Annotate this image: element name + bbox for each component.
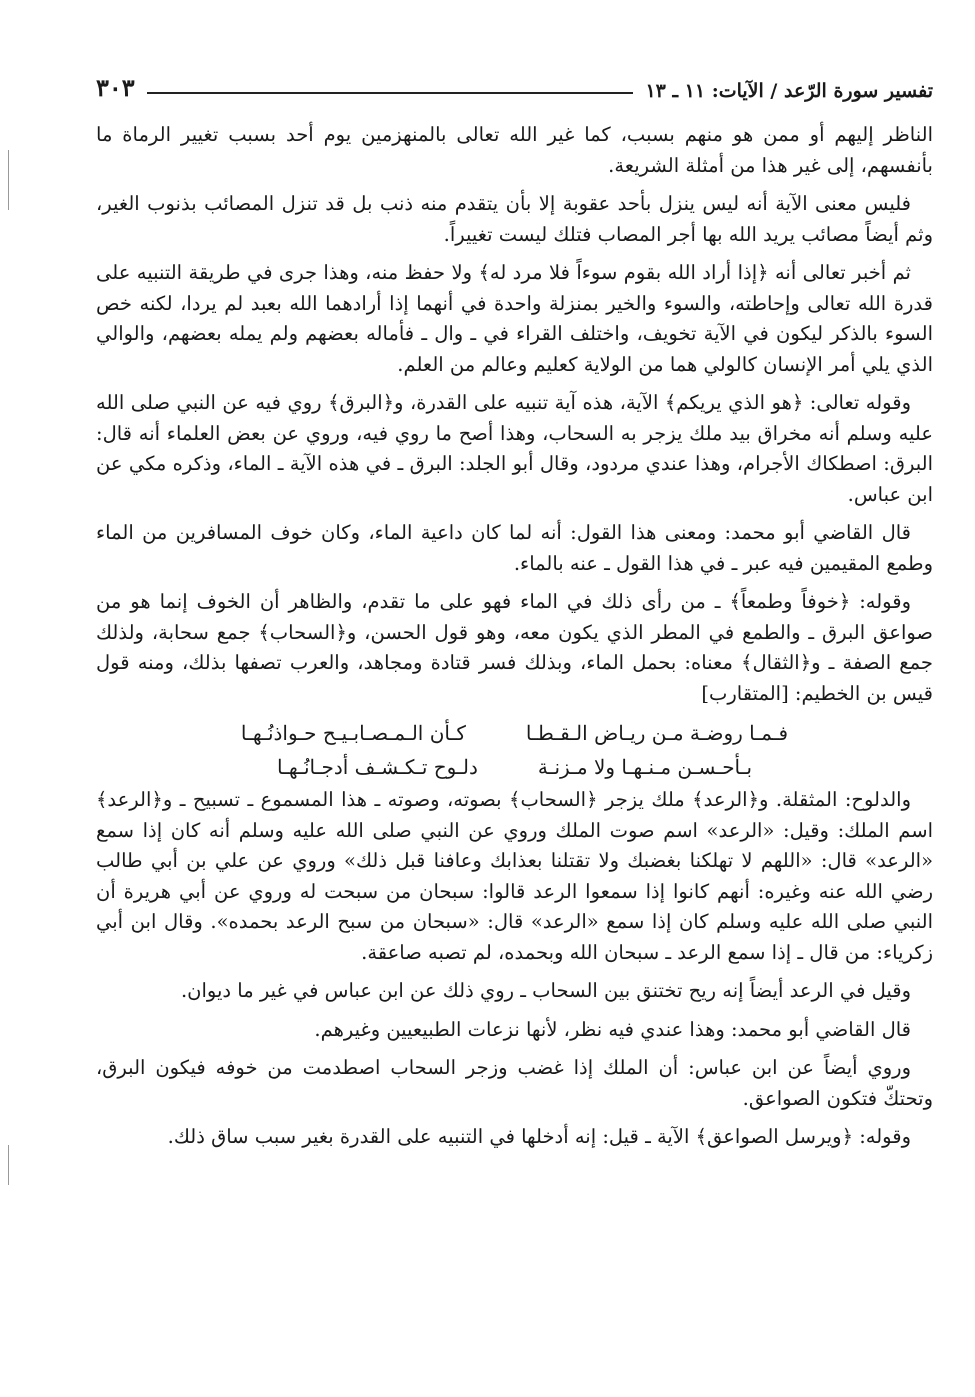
paragraph: وقوله: ﴿خوفاً وطمعاً﴾ ـ من رأى ذلك في الماء فهو على ما تقدم، والظاهر أن الخوف إنما هو من صواعق البرق ـ والطمع في المطر الذي يكون معه، وهو قول الحسن، و﴿السحاب﴾ جمع سحابة، ولذلك جمع الصفة ـ و﴿الثقال﴾ معناه: بحمل الماء، وبذلك فسر قتادة ومجاهد، والعرب تصفها بذلك، ومنه قول قيس بن الخطيم: [المتقارب] [96,590,933,705]
margin-mark-top [8,150,9,210]
paragraph: والدلوح: المثقلة. و﴿الرعد﴾ ملك يزجر ﴿السحاب﴾ بصوته، وصوته ـ هذا المسموع ـ تسبيح ـ و﴿الرعد﴾ اسم الملك: وقيل: «الرعد» اسم صوت الملك وروي عن النبي صلى الله عليه وسلم أنه كان إذا سمع «الرعد» قال: «اللهم لا تهلكنا بغضبك ولا تقتلنا بعذابك وعافنا قبل ذلك» وروي عن علي بن أبي طالب رضي الله عنه وغيره: أنهم كانوا إذا سمعوا الرعد قالوا: سبحان من سبحت له وروي عن أبي هريرة أن النبي صلى الله عليه وسلم كان إذا سمع «الرعد» قال: «سبحان من سبح الرعد بحمده». وقال ابن أبي زكرياء: من قال ـ إذا سمع الرعد ـ سبحان الله وبحمده، لم تصبه صاعقة. [96,788,933,964]
paragraph: الناظر إليهم أو ممن هو منهم بسبب، كما غير الله تعالى بالمنهزمين يوم أحد بسبب تغيير الرماة ما بأنفسهم، إلى غير هذا من أمثلة الشريعة. [96,123,933,177]
poetry-verse [96,717,933,749]
paragraph: وقوله تعالى: ﴿هو الذي يريكم﴾ الآية، هذه آية تنبيه على القدرة، و﴿البرق﴾ روي فيه عن النبي صلى الله عليه وسلم أنه مخراق بيد ملك يزجر به السحاب، وهذا أصح ما روي فيه، وروي عن بعض العلماء أنه قال: البرق: اصطكاك الأجرام، وهذا عندي مردود، وقال أبو الجلد: البرق ـ في هذه الآية ـ الماء، وذكره مكي عن ابن عباس. [96,391,933,506]
header-rule [147,92,634,94]
paragraph: وقيل في الرعد أيضاً إنه ريح تختنق بين السحاب ـ روي ذلك عن ابن عباس في غير ما ديوان. [180,979,911,1002]
page [96,70,933,1161]
paragraph: فليس معنى الآية أنه ليس ينزل بأحد عقوبة إلا بأن يتقدم منه ذنب بل قد تنزل المصائب بذنوب الغير، وثم أيضاً مصائب يريد الله بها أجر المصاب فتلك ليست تغييراً. [96,192,933,246]
poetry-verse [96,751,933,783]
page-number: ٣٠٣ [96,73,135,102]
paragraph: ثم أخبر تعالى أنه ﴿إذا أراد الله بقوم سوءاً فلا مرد له﴾ ولا حفظ منه، وهذا جرى في طريقة التنبيه على قدرة الله تعالى وإحاطته، والسوء والخير بمنزلة واحدة في أنهما إذا أرادهما الله بعبد لم يردا، لكنه خص السوء بالذكر ليكون في الآية تخويف، واختلف القراء في ـ وال ـ فأماله بعضهم ولم يمله بعضهم، والوالي الذي يلي أمر الإنسان كالولي هما من الولاية كعليم وعالم من العلم. [96,261,933,376]
paragraph: وقوله: ﴿ويرسل الصواعق﴾ الآية ـ قيل: إنه أدخلها في التنبيه على القدرة بغير سبب ساق ذلك. [167,1125,911,1148]
verse-first-hemistich: بـأحـسـن مـنـهـا ولا مـزنـة [537,755,753,779]
verse-second-hemistich: كـأن الـمـصـابـيـح حـواذنُـهـا [240,721,466,745]
paragraph: قال القاضي أبو محمد: ومعنى هذا القول: أنه لما كان داعية الماء، وكان خوف المسافرين من الماء وطمع المقيمين فيه عبر ـ في هذا القول ـ عنه بالماء. [96,521,933,575]
margin-mark-bottom [8,1145,9,1185]
paragraph: وروي أيضاً عن ابن عباس: أن الملك إذا غضب وزجر السحاب اصطدمت من خوفه فيكون البرق، وتحتكّ فتكون الصواعق. [96,1056,933,1110]
verse-second-hemistich: دلـوح تـكـشـف أدجـانُـهـا [276,755,478,779]
running-title: تفسير سورة الرّعد / الآيات: ١١ ـ ١٣ [645,80,933,102]
verse-first-hemistich: فـمـا روضـة مـن ريـاض الـقـطـا [525,721,789,745]
page-header [96,70,933,102]
paragraph: قال القاضي أبو محمد: وهذا عندي فيه نظر، لأنها نزعات الطبيعيين وغيرهم. [314,1017,911,1041]
